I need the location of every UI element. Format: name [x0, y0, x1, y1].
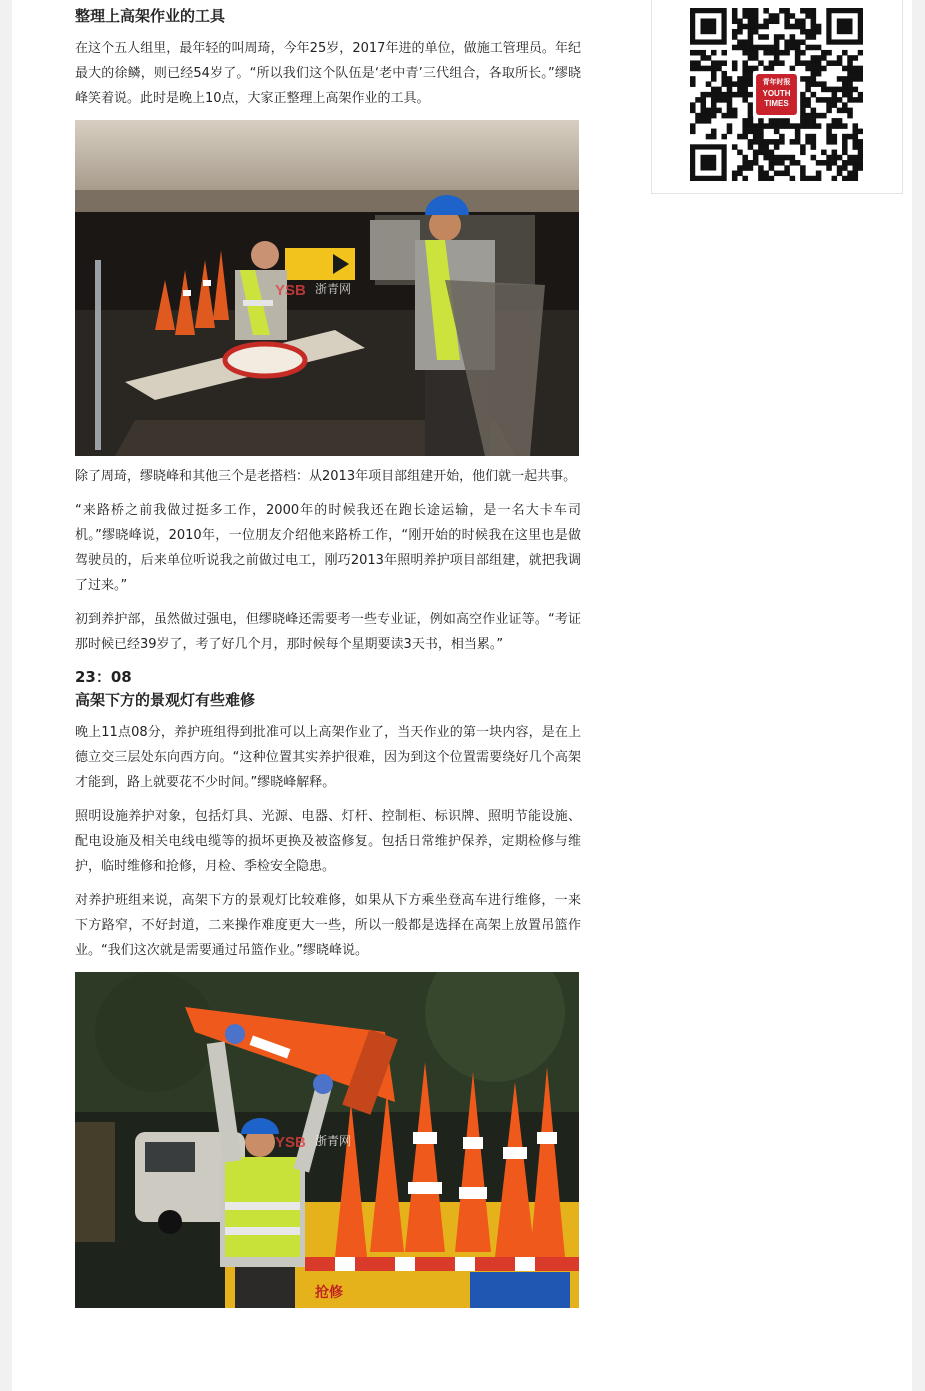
- svg-text:YSB: YSB: [275, 1134, 306, 1151]
- article-paragraph: 晚上11点08分，养护班组得到批准可以上高架作业了，当天作业的第一块内容，是在上德立交三层处东向西方向。“这种位置其实养护很难，因为到这个位置需要绕好几个高架才能到，路上就要花不少时间。”缪晓峰解释。: [75, 725, 581, 790]
- article-photo-tools[interactable]: [75, 120, 579, 456]
- svg-text:YSB: YSB: [275, 282, 306, 299]
- photo-watermark: 浙青网: [315, 1134, 352, 1148]
- article-paragraph: 对养护班组来说，高架下方的景观灯比较难修，如果从下方乘坐登高车进行维修，一来下方路窄，不好封道，二来操作难度更大一些，所以一般都是选择在高架上放置吊篮作业。“我们这次就是需要通过吊篮作业。”缪晓峰说。: [75, 893, 581, 958]
- article-photo-cones[interactable]: [75, 972, 579, 1308]
- article-paragraph: 在这个五人组里，最年轻的叫周琦，今年25岁，2017年进的单位，做施工管理员。年纪最大的徐鳞，则已经54岁了。“所以我们这个队伍是‘老中青’三代组合，各取所长。”缪晓峰笑着说。此时是晚上10点，大家正整理上高架作业的工具。: [75, 41, 581, 106]
- article-paragraph: 照明设施养护对象，包括灯具、光源、电器、灯杆、控制柜、标识牌、照明节能设施、配电设施及相关电线电缆等的损坏更换及被盗修复。包括日常维护保养，定期检修与维护，临时维修和抢修，月检、季检安全隐患。: [75, 809, 581, 874]
- qr-code-image: [690, 8, 863, 181]
- time-stamp: 23：08: [75, 668, 132, 686]
- article-paragraph: 初到养护部，虽然做过强电，但缪晓峰还需要考一些专业证，例如高空作业证等。“考证那时候已经39岁了，考了好几个月，那时候每个星期要读3天书，相当累。”: [75, 612, 581, 652]
- section-heading: 高架下方的景观灯有些难修: [75, 691, 256, 709]
- photo-workers-sign: [75, 120, 579, 456]
- sidebar-qr-box: [651, 0, 903, 194]
- qr-logo-cn: 青年时报: [762, 78, 791, 86]
- article-paragraph: 除了周琦，缪晓峰和其他三个是老搭档：从2013年项目部组建开始，他们就一起共事。: [75, 469, 577, 484]
- section-heading: 整理上高架作业的工具: [75, 7, 226, 25]
- photo-worker-cones: [75, 972, 579, 1308]
- page: [12, 0, 912, 1391]
- qr-code[interactable]: [690, 8, 863, 181]
- qr-logo-times: TIMES: [764, 99, 789, 108]
- truck-text: 抢修: [315, 1285, 343, 1301]
- qr-logo-youth: YOUTH: [762, 89, 791, 98]
- article-body: [75, 0, 581, 1316]
- article-paragraph: “来路桥之前我做过挺多工作，2000年的时候我还在跑长途运输，是一名大卡车司机。”缪晓峰说，2010年，一位朋友介绍他来路桥工作，“刚开始的时候我在这里也是做驾驶员的，后来单位听说我之前做过电工，刚巧2013年照明养护项目部组建，就把我调了过来。”: [75, 503, 581, 593]
- photo-watermark: 浙青网: [315, 282, 352, 296]
